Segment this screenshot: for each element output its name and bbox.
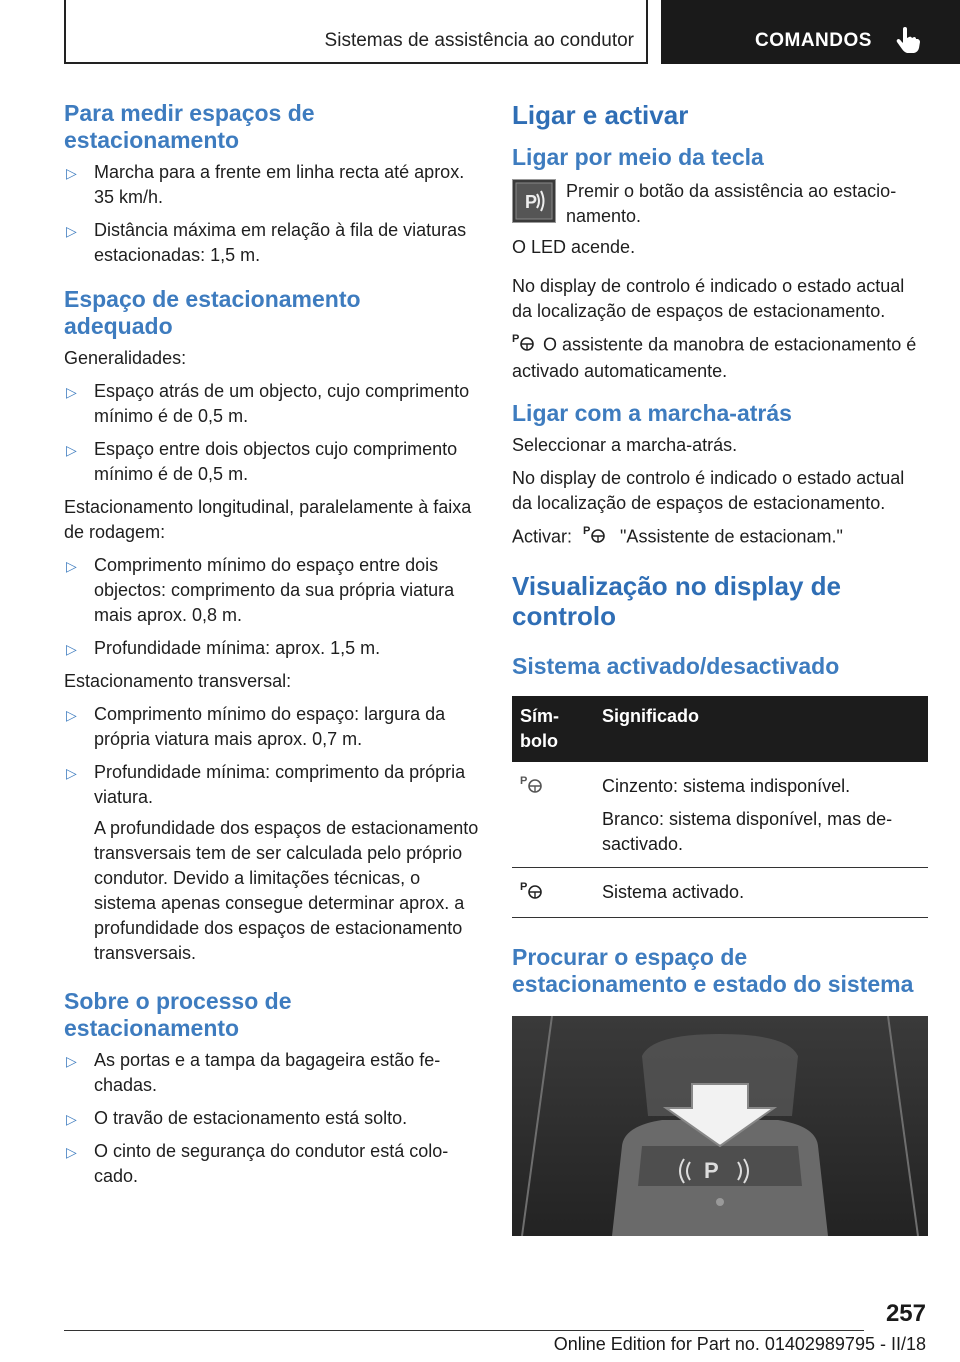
park-steering-active-icon — [520, 881, 546, 904]
list-item: ▷ O travão de estacionamento está solto. — [64, 1106, 484, 1131]
bullet-triangle-icon: ▷ — [66, 558, 77, 574]
long-list — [64, 553, 484, 661]
list-item: ▷ Espaço entre dois objectos cujo comprimento mínimo é de 0,5 m. — [66, 439, 458, 484]
park-steering-icon — [583, 524, 609, 551]
svg-text:P: P — [520, 881, 528, 893]
transversal-text: Estacionamento transversal: — [64, 671, 292, 691]
bullet-triangle-icon: ▷ — [66, 384, 77, 400]
list-item: ▷ Comprimento mínimo do espaço: largura da própria viatura mais aprox. 0,7 m. — [66, 704, 446, 749]
bullet-triangle-icon: ▷ — [66, 1111, 77, 1127]
table-row — [512, 762, 928, 868]
bullet-triangle-icon: ▷ — [66, 1053, 77, 1069]
table-cell-symbol — [512, 762, 594, 868]
left-column — [64, 100, 484, 1197]
led-text: O LED acende. — [512, 237, 636, 257]
proc-list — [64, 1048, 484, 1189]
heading-medir: Para medir espaços de estacionamento — [64, 100, 315, 153]
trans-note: A profundidade dos espaços de estacionamento transversais tem de ser calculada pelo próprio condutor. Devido a limitações técnicas, o sistema apenas consegue determinar aprox. a profundidade dos espaços de estacionamento transversais. — [94, 818, 479, 963]
heading-marcha: Ligar com a marcha-atrás — [512, 400, 792, 426]
footer-divider — [64, 1330, 864, 1331]
svg-text:P: P — [583, 525, 591, 537]
heading-espaco: Espaço de estacionamento adequado — [64, 286, 361, 339]
svg-text:P: P — [512, 333, 520, 345]
list-item: ▷ O cinto de segurança do condutor está colocado. — [66, 1141, 449, 1186]
header-section-box — [64, 0, 648, 64]
park-steering-gray-icon — [520, 775, 546, 798]
page-number: 257 — [885, 1300, 926, 1327]
gen-list — [64, 379, 484, 487]
seleccionar-text: Seleccionar a marcha-atrás. — [512, 435, 738, 455]
bullet-triangle-icon: ▷ — [66, 165, 77, 181]
heading-tecla: Ligar por meio da tecla — [512, 144, 764, 170]
list-item: ▷ Espaço atrás de um objecto, cujo comprimento mínimo é de 0,5 m. — [66, 381, 470, 426]
park-assist-button-icon — [512, 179, 556, 223]
tecla-block — [512, 179, 928, 229]
right-column — [512, 100, 928, 1236]
trans-list — [64, 702, 484, 810]
heading-ligar: Ligar e activar — [512, 100, 689, 130]
heading-processo: Sobre o processo de estacionamento — [64, 988, 292, 1041]
svg-text:P: P — [520, 775, 528, 787]
table-header-symbol: Símbolo — [512, 696, 594, 762]
auto-text: P O assistente da manobra de estacionamento é activado automaticamente. — [512, 333, 917, 381]
table-cell-symbol — [512, 868, 594, 918]
table-row — [512, 868, 928, 918]
display1-text: No display de controlo é indicado o estado actual da localização de espaços de estacionamento. — [512, 276, 905, 321]
list-item: ▷ Distância máxima em relação à fila de viaturas estacionadas: 1,5 m. — [66, 220, 467, 265]
hand-pointer-icon — [895, 26, 921, 59]
bullet-triangle-icon: ▷ — [66, 707, 77, 723]
list-item: ▷ Marcha para a frente em linha recta até aprox. 35 km/h. — [66, 162, 465, 207]
display2-text: No display de controlo é indicado o estado actual da localização de espaços de estacionamento. — [512, 468, 905, 513]
list-item: ▷ Profundidade mínima: comprimento da própria viatura. — [66, 762, 466, 807]
medir-list — [64, 160, 484, 268]
list-item: ▷ Profundidade mínima: aprox. 1,5 m. — [64, 636, 484, 661]
bullet-triangle-icon: ▷ — [66, 223, 77, 239]
header-section-title: Sistemas de assistência ao condutor — [324, 30, 634, 51]
header-chapter-title: COMANDOS — [755, 30, 872, 51]
longitudinal-text: Estacionamento longitudinal, paralelamente à faixa de rodagem: — [64, 497, 472, 542]
display-illustration — [512, 1016, 928, 1236]
list-item: ▷ As portas e a tampa da bagageira estão fechadas. — [66, 1050, 441, 1095]
tecla-text: Premir o botão da assistência ao estacionamento. — [566, 181, 897, 226]
table-cell-meaning: Cinzento: sistema indisponível. Branco: sistema disponível, mas desactivado. — [594, 762, 928, 868]
heading-visual: Visualização no display de controlo — [512, 571, 841, 631]
footer-edition: Online Edition for Part no. 01402989795 - II/18 — [553, 1334, 926, 1354]
svg-text:P: P — [525, 192, 538, 212]
bullet-triangle-icon: ▷ — [66, 1144, 77, 1160]
activar-text: Activar: P "Assistente de estacionam." — [512, 524, 928, 551]
table-cell-meaning: Sistema activado. — [594, 868, 928, 918]
list-item: ▷ Comprimento mínimo do espaço entre dois objectos: comprimento da sua própria viatura mais aprox. 0,8 m. — [66, 555, 455, 625]
generalidades-text: Generalidades: — [64, 348, 187, 368]
heading-sistema: Sistema activado/desactivado — [512, 653, 840, 679]
heading-procurar: Procurar o espaço de estacionamento e estado do sistema — [512, 944, 914, 997]
park-steering-icon — [512, 332, 538, 359]
header-chapter-box — [661, 0, 960, 64]
table-header-meaning: Significado — [594, 696, 928, 762]
bullet-triangle-icon: ▷ — [66, 641, 77, 657]
symbol-table — [512, 696, 928, 918]
svg-text:P: P — [704, 1158, 719, 1183]
bullet-triangle-icon: ▷ — [66, 765, 77, 781]
bullet-triangle-icon: ▷ — [66, 442, 77, 458]
